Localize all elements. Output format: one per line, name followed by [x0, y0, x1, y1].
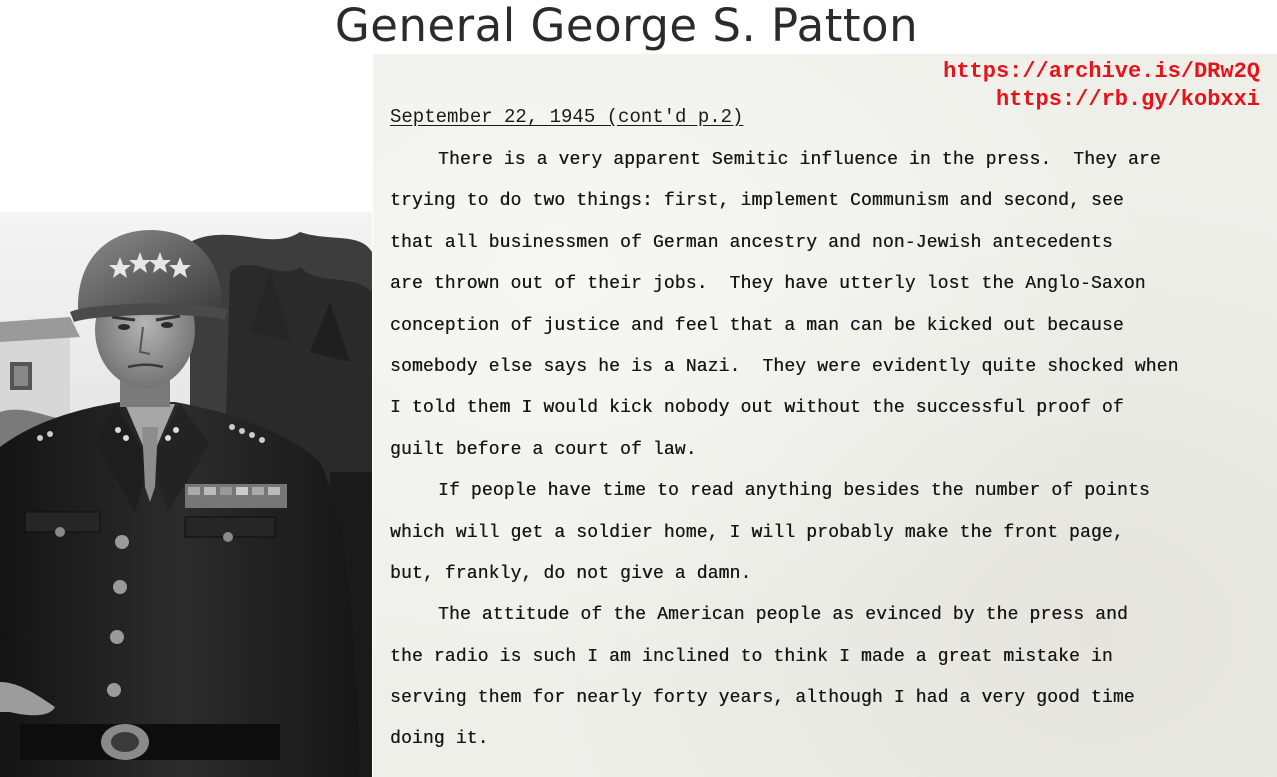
text-line: serving them for nearly forty years, although I had a very good time [390, 688, 1135, 709]
short-link[interactable]: https://rb.gy/kobxxi [995, 87, 1260, 112]
document-body [390, 140, 1270, 761]
text-line: that all businessmen of German ancestry and non-Jewish antecedents [390, 232, 1113, 253]
text-line: There is a very apparent Semitic influence in the press. They are [438, 150, 1161, 170]
text-line: the radio is such I am inclined to think I made a great mistake in [390, 646, 1113, 667]
text-line: The attitude of the American people as evinced by the press and [438, 605, 1128, 626]
source-links [943, 58, 1260, 114]
text-line: trying to do two things: first, implement Communism and second, see [390, 191, 1124, 212]
text-line: I told them I would kick nobody out without the successful proof of [390, 398, 1124, 419]
page-title: General George S. Patton [334, 0, 919, 52]
archive-link[interactable]: https://archive.is/DRw2Q [943, 59, 1260, 84]
document-dateline: September 22, 1945 (cont'd p.2) [390, 106, 744, 128]
text-line: are thrown out of their jobs. They have utterly lost the Anglo-Saxon [390, 274, 1146, 295]
typed-document [373, 54, 1277, 777]
text-line: guilt before a court of law. [390, 439, 697, 460]
text-line: somebody else says he is a Nazi. They were evidently quite shocked when [390, 356, 1179, 377]
text-line: but, frankly, do not give a damn. [390, 563, 752, 584]
text-line: doing it. [390, 729, 489, 750]
text-line: conception of justice and feel that a man can be kicked out because [390, 315, 1124, 336]
text-line: If people have time to read anything besides the number of points [438, 481, 1150, 502]
portrait-photo [0, 212, 372, 777]
text-line: which will get a soldier home, I will probably make the front page, [390, 522, 1124, 543]
